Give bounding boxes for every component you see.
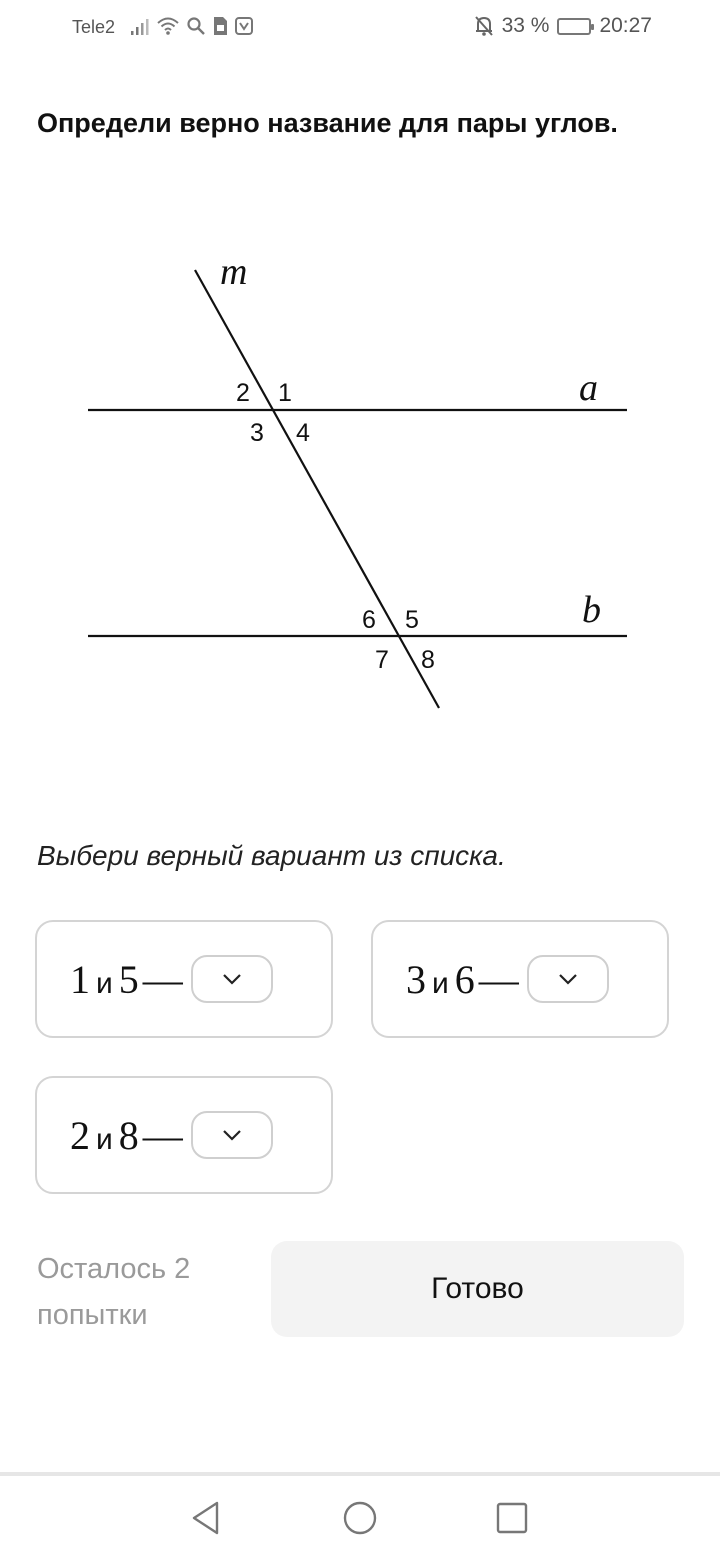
search-icon: [186, 16, 206, 36]
angle-label-8: 8: [421, 646, 435, 674]
instruction-text: Выбери верный вариант из списка.: [37, 840, 506, 871]
bell-off-icon: [474, 15, 494, 37]
battery-icon: [557, 18, 591, 35]
clock: 20:27: [599, 14, 652, 37]
pair-second: 5: [118, 956, 139, 1002]
pair-conjunction: и: [96, 966, 113, 1000]
battery-percent: 33 %: [501, 14, 550, 37]
angle-label-4: 4: [296, 419, 310, 447]
angle-label-3: 3: [250, 419, 264, 447]
nav-home-button[interactable]: [340, 1498, 380, 1538]
circle-home-icon: [341, 1499, 379, 1537]
system-nav-bar: [0, 1476, 720, 1560]
angle-label-5: 5: [405, 606, 419, 634]
angle-label-1: 1: [278, 379, 292, 407]
square-recent-icon: [494, 1500, 530, 1536]
chevron-down-icon: [221, 972, 243, 986]
nav-recent-button[interactable]: [492, 1498, 532, 1538]
pair-conjunction: и: [96, 1122, 113, 1156]
triangle-back-icon: [189, 1500, 223, 1536]
status-icons-left: [130, 16, 254, 36]
pair-dash: —: [142, 956, 183, 1002]
angle-pair-text: [406, 956, 519, 1003]
answer-card-3-6: [371, 920, 669, 1038]
answer-card-2-8: [35, 1076, 333, 1194]
wifi-icon: [156, 16, 180, 36]
nav-back-button[interactable]: [186, 1498, 226, 1538]
notification-app-icon: [234, 16, 254, 36]
status-bar: [0, 0, 720, 56]
label-b: b: [582, 589, 601, 631]
label-m: m: [220, 251, 248, 293]
angle-label-7: 7: [375, 646, 389, 674]
chevron-down-icon: [221, 1128, 243, 1142]
label-a: a: [579, 367, 598, 409]
angle-pair-text: [70, 956, 183, 1003]
angle-type-dropdown[interactable]: [527, 955, 609, 1003]
angle-type-dropdown[interactable]: [191, 1111, 273, 1159]
answer-card-1-5: [35, 920, 333, 1038]
signal-icon: [130, 16, 150, 36]
pair-first: 3: [406, 956, 426, 1002]
pair-first: 1: [70, 956, 90, 1002]
diagram-svg: [0, 230, 720, 730]
pair-dash: —: [478, 956, 519, 1002]
pair-conjunction: и: [432, 966, 449, 1000]
done-button[interactable]: Готово: [271, 1241, 684, 1337]
carrier-name: Tele2: [72, 17, 116, 37]
status-icons-right: [474, 14, 652, 38]
question-title: Определи верно название для пары углов.: [37, 108, 618, 138]
attempts-remaining: Осталось 2 попытки: [37, 1253, 191, 1331]
pair-first: 2: [70, 1112, 90, 1158]
chevron-down-icon: [557, 972, 579, 986]
sim-card-icon: [212, 16, 228, 36]
angle-label-2: 2: [236, 379, 250, 407]
pair-dash: —: [142, 1112, 183, 1158]
parallel-lines-diagram: [0, 230, 720, 730]
angle-type-dropdown[interactable]: [191, 955, 273, 1003]
angle-pair-text: [70, 1112, 183, 1159]
transversal-m: [195, 270, 439, 708]
angle-label-6: 6: [362, 606, 376, 634]
pair-second: 8: [118, 1112, 139, 1158]
pair-second: 6: [454, 956, 475, 1002]
